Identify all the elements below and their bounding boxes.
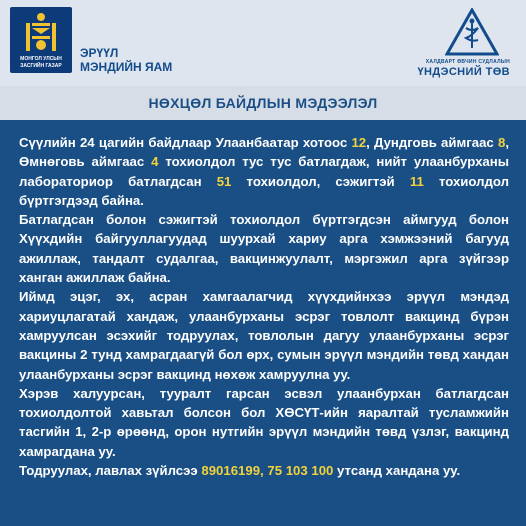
p1-text-d: тохиолдол тус тус батлагдаж, нийт улаанбурханы лабораториор батлагдсан bbox=[19, 154, 509, 189]
body-text bbox=[19, 133, 509, 480]
p1-number-suspected: 11 bbox=[409, 173, 424, 189]
phone-numbers: 89016199, 75 103 100 bbox=[201, 463, 334, 479]
gov-logo-line2: ЗАСГИЙН ГАЗАР bbox=[20, 63, 62, 69]
paragraph-1 bbox=[19, 133, 509, 210]
paragraph-3: Иймд эцэг, эх, асран хамгаалагчид хүүхдийнхээ эрүүл мэндэд хариуцлагатай хандаж, улаанбурханы эсрэг товлолт вакцинд бүрэн хамруулсан эсэхийг тодруулах, товлолын дагуу улаанбурханы эсрэг вакцины 2 тунд хамрагдаагүй бол өрх, сумын эрүүл мэндийн төвд хандан улаанбурханы эсрэг вакцинд нөхөж хамруулна уу. bbox=[19, 289, 509, 382]
p1-number-confirmed: 51 bbox=[216, 173, 232, 189]
ministry-line2: МЭНДИЙН ЯАМ bbox=[80, 60, 173, 74]
government-emblem bbox=[10, 7, 72, 73]
center-name-small: ХАЛДВАРТ ӨВЧИН СУДЛАЛЫН bbox=[425, 59, 510, 65]
p1-text-f: тохиолдол бүртгэгдээд байна. bbox=[19, 173, 509, 208]
p1-text-b: , Дундговь аймгаас bbox=[366, 135, 498, 150]
p1-text-e: тохиолдол, сэжигтэй bbox=[231, 173, 410, 189]
center-name: ҮНДЭСНИЙ ТӨВ bbox=[417, 66, 510, 78]
p1-number-umnugovi: 4 bbox=[151, 154, 159, 170]
ncid-logo-icon bbox=[445, 8, 499, 58]
p1-text-c: , Өмнөговь аймгаас bbox=[19, 135, 509, 170]
p1-text-a: Сүүлийн 24 цагийн байдлаар Улаанбаатар хотоос bbox=[19, 135, 352, 150]
p1-number-dundgovi: 8 bbox=[497, 135, 506, 150]
paragraph-4: Хэрэв халуурсан, тууралт гарсан эсвэл улаанбурхан батлагдсан тохиолдолтой хавьтал болсон бол ХӨСҮТ-ийн яаралтай тусламжийн тасгийн 1, 2-р өрөөнд, орон нутгийн эрүүл мэндийн төвд үзлэг, вакцинд хамрагдана уу. bbox=[19, 385, 509, 459]
p1-number-ulaanbaatar: 12 bbox=[351, 135, 367, 150]
paragraph-2: Батлагдсан болон сэжигтэй тохиолдол бүртгэгдсэн аймгууд болон Хүүхдийн байгууллагуудад шуурхай хариу арга хэмжээний багууд ажиллаж, тандалт судалгаа, вакцинжуулалт, мэргэжил арга зүйгээр ханган ажиллаж байна. bbox=[19, 212, 509, 286]
ministry-name bbox=[80, 46, 172, 74]
ministry-line1: ЭРҮҮЛ bbox=[80, 46, 119, 60]
p5-text-a: Тодруулах, лавлах зүйлсээ bbox=[19, 463, 202, 479]
soyombo-icon bbox=[23, 10, 59, 54]
page-title: НӨХЦӨЛ БАЙДЛЫН МЭДЭЭЛЭЛ bbox=[148, 95, 378, 111]
paragraph-5 bbox=[19, 461, 509, 480]
header bbox=[0, 0, 526, 86]
gov-logo-line1: МОНГОЛ УЛСЫН bbox=[20, 56, 62, 62]
p5-text-b: утсанд хандана уу. bbox=[333, 463, 461, 479]
